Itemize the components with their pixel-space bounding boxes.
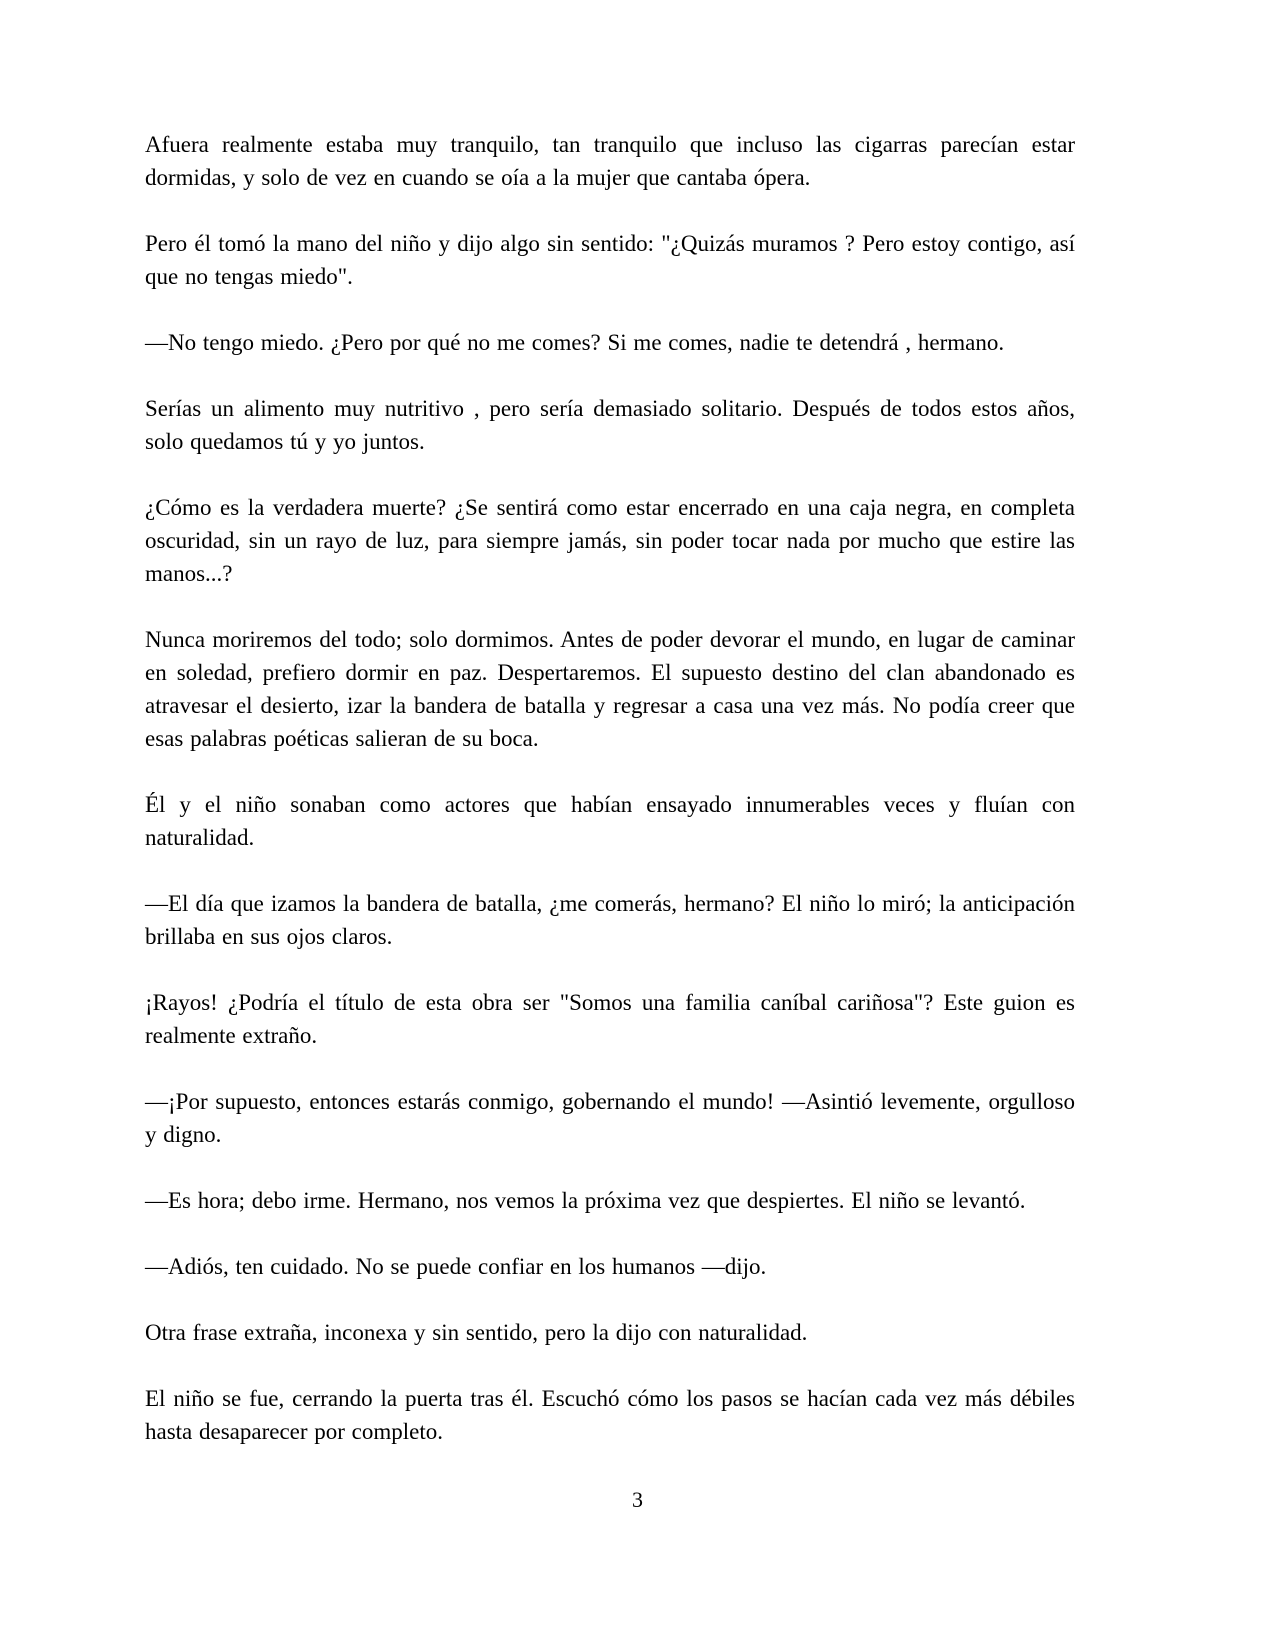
paragraph: Pero él tomó la mano del niño y dijo algo sin sentido: "¿Quizás muramos ? Pero estoy contigo, así que no tengas miedo".	[145, 231, 1075, 289]
paragraph: Él y el niño sonaban como actores que habían ensayado innumerables veces y fluían con naturalidad.	[145, 792, 1075, 850]
paragraph: —¡Por supuesto, entonces estarás conmigo, gobernando el mundo! —Asintió levemente, orgulloso y digno.	[145, 1089, 1075, 1147]
paragraph: Otra frase extraña, inconexa y sin sentido, pero la dijo con naturalidad.	[145, 1320, 808, 1345]
paragraph: El niño se fue, cerrando la puerta tras él. Escuchó cómo los pasos se hacían cada vez más débiles hasta desaparecer por completo.	[145, 1386, 1075, 1444]
paragraph: ¿Cómo es la verdadera muerte? ¿Se sentirá como estar encerrado en una caja negra, en completa oscuridad, sin un rayo de luz, para siempre jamás, sin poder tocar nada por mucho que estire las manos...?	[145, 495, 1075, 586]
paragraph: —No tengo miedo. ¿Pero por qué no me comes? Si me comes, nadie te detendrá , hermano.	[145, 330, 1005, 355]
paragraph: —Adiós, ten cuidado. No se puede confiar en los humanos —dijo.	[145, 1254, 767, 1279]
paragraph: —El día que izamos la bandera de batalla, ¿me comerás, hermano? El niño lo miró; la anticipación brillaba en sus ojos claros.	[145, 891, 1075, 949]
paragraph: Serías un alimento muy nutritivo , pero sería demasiado solitario. Después de todos estos años, solo quedamos tú y yo juntos.	[145, 396, 1075, 454]
paragraph: ¡Rayos! ¿Podría el título de esta obra ser "Somos una familia caníbal cariñosa"? Este guion es realmente extraño.	[145, 990, 1075, 1048]
paragraph: —Es hora; debo irme. Hermano, nos vemos la próxima vez que despiertes. El niño se levantó.	[145, 1188, 1026, 1213]
paragraph: Afuera realmente estaba muy tranquilo, tan tranquilo que incluso las cigarras parecían estar dormidas, y solo de vez en cuando se oía a la mujer que cantaba ópera.	[145, 132, 1075, 190]
page-number: 3	[632, 1487, 643, 1512]
document-body	[145, 128, 1075, 1448]
paragraph: Nunca moriremos del todo; solo dormimos. Antes de poder devorar el mundo, en lugar de caminar en soledad, prefiero dormir en paz. Despertaremos. El supuesto destino del clan abandonado es atravesar el desierto, izar la bandera de batalla y regresar a casa una vez más. No podía creer que esas palabras poéticas salieran de su boca.	[145, 627, 1075, 751]
